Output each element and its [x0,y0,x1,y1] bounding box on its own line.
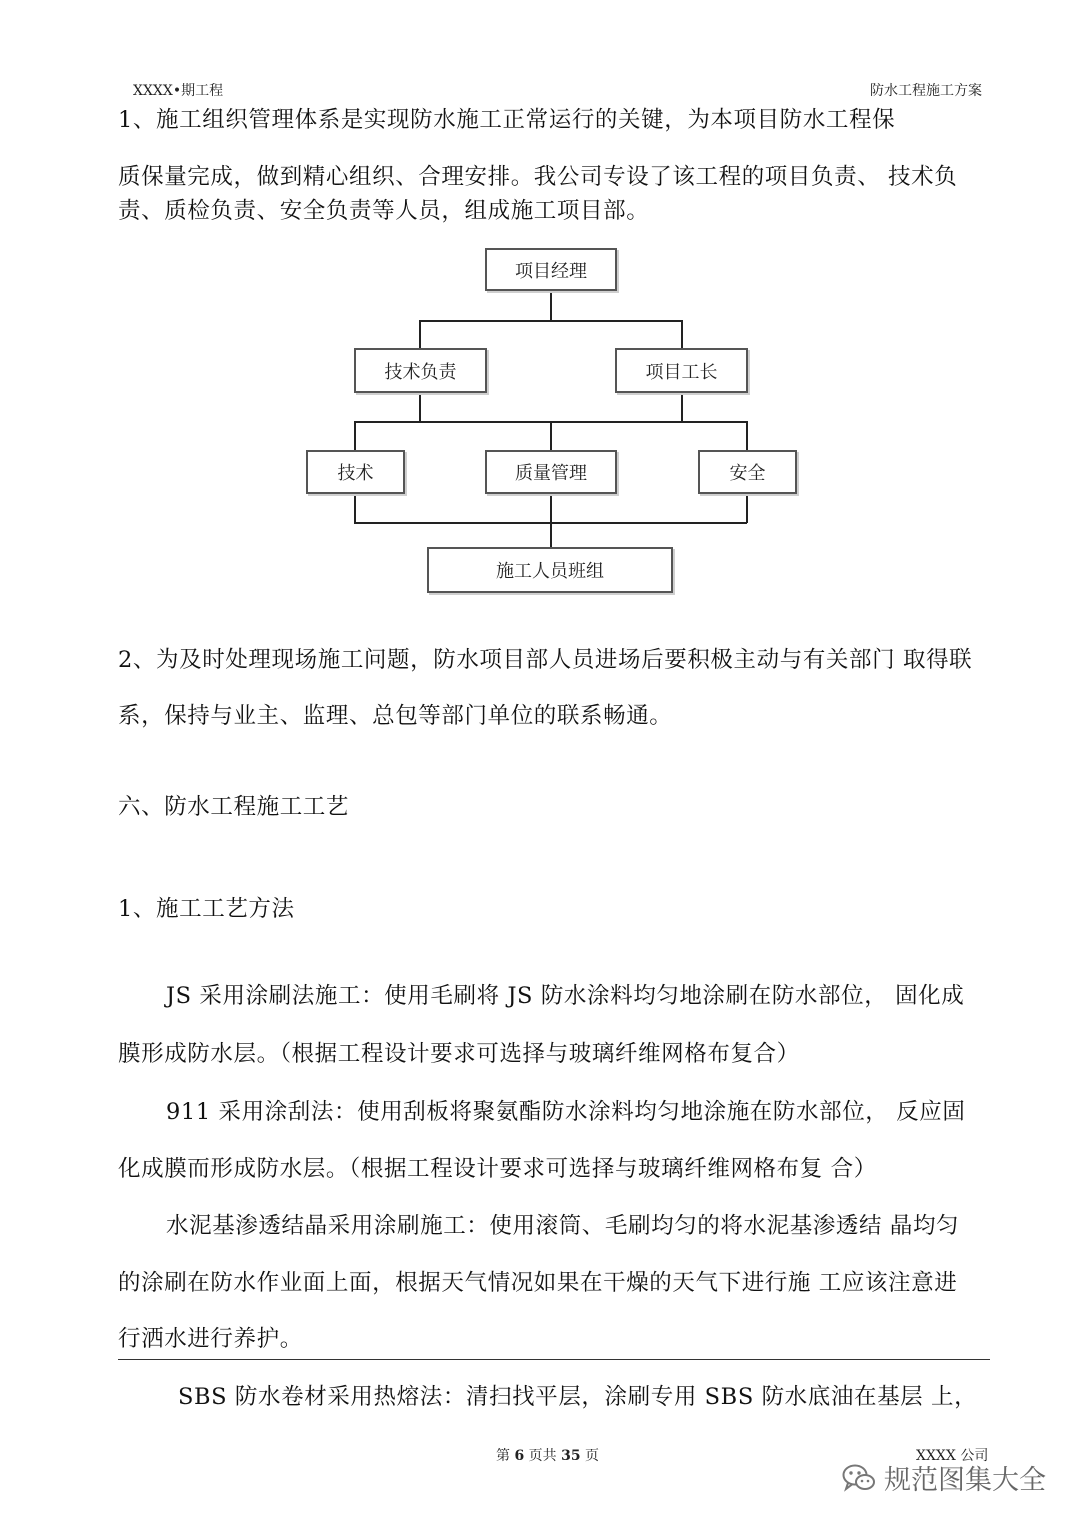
page-number: 第 6 页共 35 页 [496,1448,600,1464]
org-node-safety: 安全 [698,450,797,494]
cement-method-line-2: 的涂刷在防水作业面上面，根据天气情况如果在干燥的天气下进行施 工应该注意进 [118,1270,958,1296]
org-node-technical-lead: 技术负责 [354,348,487,393]
footer-company: XXXX 公司 [916,1448,989,1464]
js-method-line-2: 膜形成防水层。（根据工程设计要求可选择与玻璃纤维网格布复合） [118,1041,800,1067]
paragraph-1-line-3: 责、质检负责、安全负责等人员，组成施工项目部。 [118,198,650,224]
wechat-icon [842,1463,876,1493]
method-911-line-1: 911 采用涂刮法：使用刮板将聚氨酯防水涂料均匀地涂施在防水部位， 反应固 [166,1099,966,1125]
org-node-foreman: 项目工长 [615,348,748,393]
org-node-crew: 施工人员班组 [427,547,673,593]
divider [118,1359,990,1360]
js-method-line-1: JS 采用涂刷法施工：使用毛刷将 JS 防水涂料均匀地涂刷在防水部位， 固化成 [166,983,965,1009]
cement-method-line-1: 水泥基渗透结晶采用涂刷施工：使用滚筒、毛刷均匀的将水泥基渗透结 晶均匀 [166,1213,960,1239]
connector [419,320,682,322]
connector [681,392,683,422]
connector [550,493,552,548]
paragraph-1-line-1: 1、施工组织管理体系是实现防水施工正常运行的关键，为本项目防水工程保 [118,107,896,133]
sub-heading: 1、施工工艺方法 [118,896,295,922]
page-header-right: 防水工程施工方案 [870,83,982,99]
org-node-technical: 技术 [306,450,405,494]
paragraph-2-line-1: 2、为及时处理现场施工问题，防水项目部人员进场后要积极主动与有关部门 取得联 [118,647,973,673]
page-header-left: XXXX•期工程 [133,83,224,99]
paragraph-1-line-2: 质保量完成，做到精心组织、合理安排。我公司专设了该工程的项目负责、 技术负 [118,164,958,190]
org-node-project-manager: 项目经理 [485,248,617,291]
org-node-quality: 质量管理 [485,450,617,494]
connector [354,421,356,451]
connector [746,421,748,451]
paragraph-2-line-2: 系，保持与业主、监理、总包等部门单位的联系畅通。 [118,703,673,729]
connector [419,320,421,350]
connector [354,522,747,524]
section-heading: 六、防水工程施工工艺 [118,794,350,820]
watermark [842,1458,1046,1497]
method-911-line-2: 化成膜而形成防水层。（根据工程设计要求可选择与玻璃纤维网格布复 合） [118,1156,877,1182]
watermark-text: 规范图集大全 [884,1465,1046,1496]
connector [550,421,552,451]
connector [746,493,748,523]
connector [354,493,356,523]
connector [681,320,683,350]
cement-method-line-3: 行洒水进行养护。 [118,1326,303,1352]
connector [419,392,421,422]
sbs-method-line-1: SBS 防水卷材采用热熔法：清扫找平层，涂刷专用 SBS 防水底油在基层 上， [178,1384,978,1410]
connector [550,290,552,321]
